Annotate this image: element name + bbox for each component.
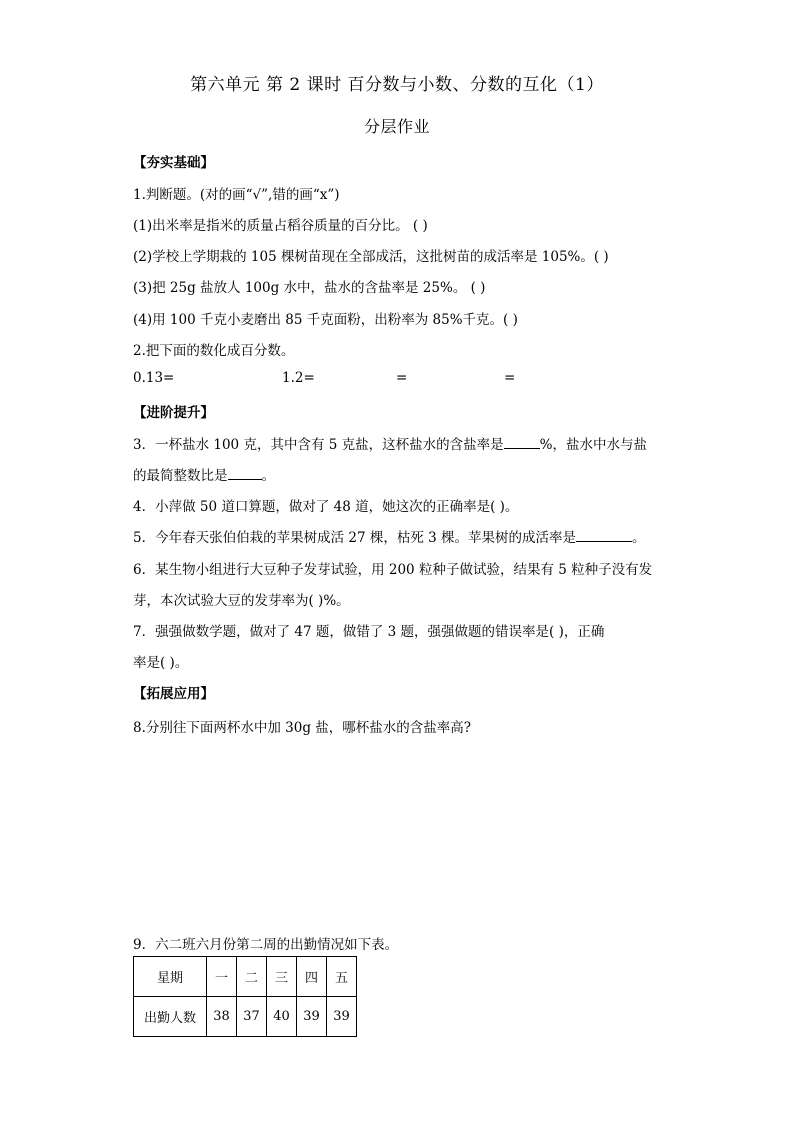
q3-blank-2[interactable] bbox=[228, 467, 262, 480]
q5 bbox=[133, 526, 646, 546]
page-subtitle: 分层作业 bbox=[363, 117, 430, 136]
q1-item-1: (1)出米率是指米的质量占稻谷质量的百分比。 ( ) bbox=[133, 218, 428, 234]
q3-text-d: 。 bbox=[261, 468, 275, 484]
q5-end: 。 bbox=[632, 530, 646, 546]
q3-blank-1[interactable] bbox=[504, 436, 540, 449]
q2-equals-2: = bbox=[504, 370, 516, 386]
q3-text-b: %，盐水中水与盐 bbox=[539, 437, 647, 453]
q3-line-2 bbox=[133, 464, 275, 484]
table-cell: 38 bbox=[207, 997, 237, 1037]
table-cell: 39 bbox=[297, 997, 327, 1037]
q1-item-2: (2)学校上学期栽的 105 棵树苗现在全部成活，这批树苗的成活率是 105%。( ) bbox=[133, 249, 609, 265]
q2-item-a: 0.13= bbox=[133, 370, 175, 386]
q2-equals-1: = bbox=[396, 370, 408, 386]
q6-line-2: 芽，本次试验大豆的发芽率为( )%。 bbox=[133, 593, 350, 609]
page-title: 第六单元 第 2 课时 百分数与小数、分数的互化（1） bbox=[190, 75, 604, 95]
q7-line-1: 7．强强做数学题，做对了 47 题，做错了 3 题，强强做题的错误率是( )，正确 bbox=[133, 624, 605, 640]
q6-line-1: 6．某生物小组进行大豆种子发芽试验，用 200 粒种子做试验，结果有 5 粒种子没有发 bbox=[133, 562, 653, 578]
table-cell: 出勤人数 bbox=[134, 997, 207, 1037]
q8: 8.分别往下面两杯水中加 30g 盐，哪杯盐水的含盐率高? bbox=[133, 720, 472, 736]
table-cell: 40 bbox=[267, 997, 297, 1037]
q5-text: 5．今年春天张伯伯栽的苹果树成活 27 棵，枯死 3 棵。苹果树的成活率是 bbox=[133, 530, 577, 546]
q3-line-1 bbox=[133, 433, 647, 453]
q2-stem: 2.把下面的数化成百分数。 bbox=[133, 343, 295, 359]
q7-line-2: 率是( )。 bbox=[133, 655, 189, 671]
q3-text-a: 3．一杯盐水 100 克，其中含有 5 克盐，这杯盐水的含盐率是 bbox=[133, 437, 504, 453]
q1-item-4: (4)用 100 千克小麦磨出 85 千克面粉，出粉率为 85%千克。( ) bbox=[133, 312, 518, 328]
attendance-header-row bbox=[134, 957, 357, 997]
q4: 4．小萍做 50 道口算题，做对了 48 道，她这次的正确率是( )。 bbox=[133, 499, 519, 515]
q5-blank[interactable] bbox=[576, 529, 632, 542]
section-extension-heading: 【拓展应用】 bbox=[133, 686, 214, 702]
attendance-data-row bbox=[134, 997, 357, 1037]
attendance-table bbox=[133, 956, 357, 1037]
table-header-cell: 四 bbox=[297, 957, 327, 997]
q1-item-3: (3)把 25g 盐放人 100g 水中，盐水的含盐率是 25%。 ( ) bbox=[133, 280, 486, 296]
table-header-cell: 星期 bbox=[134, 957, 207, 997]
q1-stem: 1.判断题。(对的画“√”,错的画“x”) bbox=[133, 187, 340, 203]
table-header-cell: 一 bbox=[207, 957, 237, 997]
section-advanced-heading: 【进阶提升】 bbox=[133, 405, 214, 421]
section-basic-heading: 【夯实基础】 bbox=[133, 155, 214, 171]
q3-text-c: 的最简整数比是 bbox=[133, 468, 228, 484]
q2-item-b: 1.2= bbox=[282, 370, 315, 386]
q9-stem: 9．六二班六月份第二周的出勤情况如下表。 bbox=[133, 937, 399, 953]
table-cell: 39 bbox=[327, 997, 357, 1037]
table-cell: 37 bbox=[237, 997, 267, 1037]
table-header-cell: 五 bbox=[327, 957, 357, 997]
table-header-cell: 三 bbox=[267, 957, 297, 997]
table-header-cell: 二 bbox=[237, 957, 267, 997]
